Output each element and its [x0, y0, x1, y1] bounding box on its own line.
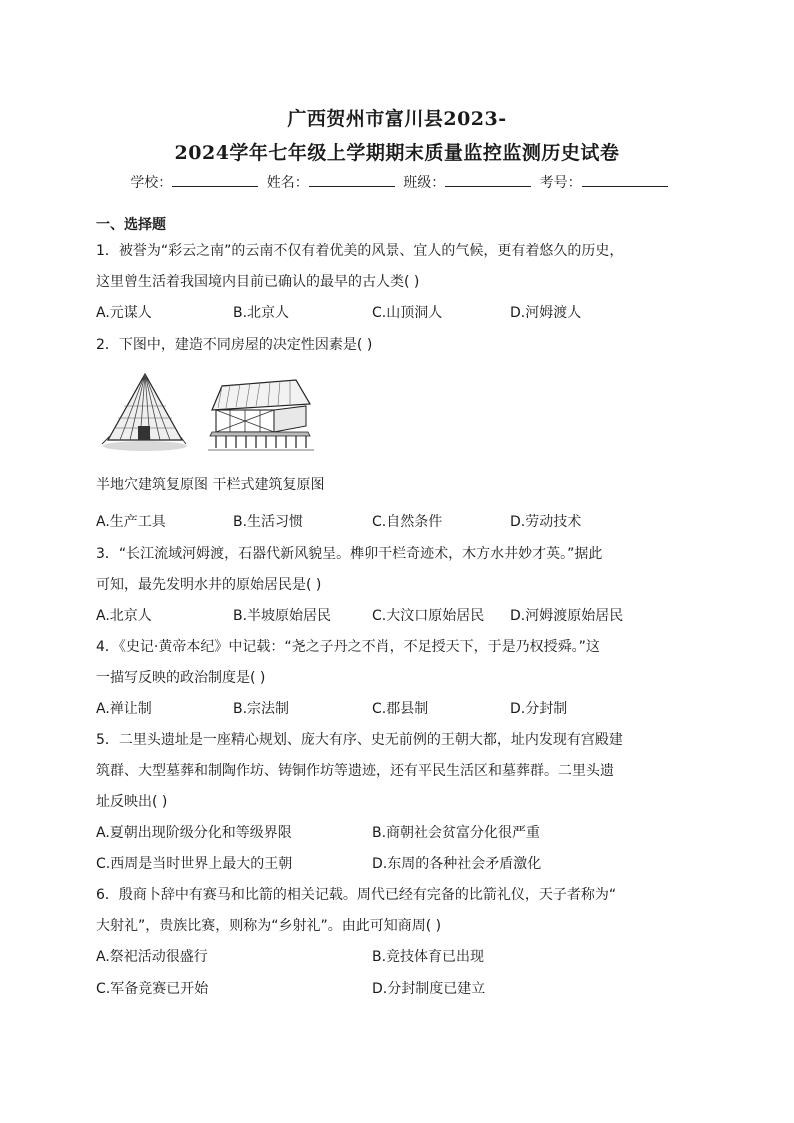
- question-2-line-1: 2．下图中，建造不同房屋的决定性因素是( ): [96, 337, 373, 353]
- question-1-option-d[interactable]: D.河姆渡人: [510, 305, 582, 321]
- question-2-option-c[interactable]: C.自然条件: [372, 514, 443, 530]
- question-5-option-b[interactable]: B.商朝社会贫富分化很严重: [372, 825, 541, 841]
- question-6-line-2: 大射礼”，贵族比赛，则称为“乡射礼”。由此可知商周( ): [96, 918, 442, 934]
- exam-title-line2: 2024学年七年级上学期期末质量监控监测历史试卷: [174, 142, 620, 164]
- question-4-option-c[interactable]: C.郡县制: [372, 701, 429, 717]
- question-2-figure-caption: 半地穴建筑复原图 干栏式建筑复原图: [96, 477, 325, 493]
- question-6-option-b[interactable]: B.竞技体育已出现: [372, 949, 485, 965]
- question-1-line-2: 这里曾生活着我国境内目前已确认的最早的古人类( ): [96, 274, 420, 290]
- school-blank[interactable]: [172, 174, 258, 187]
- class-label: 班级：: [403, 175, 446, 191]
- exam-title-line1: 广西贺州市富川县2023-: [287, 108, 507, 130]
- semi-pit-house-illustration: [102, 374, 187, 451]
- exam-number-label: 考号：: [539, 175, 582, 191]
- school-label: 学校：: [130, 175, 173, 191]
- question-3-option-a[interactable]: A.北京人: [96, 608, 152, 624]
- question-1-option-a[interactable]: A.元谋人: [96, 305, 152, 321]
- section-heading: 一、选择题: [96, 217, 166, 233]
- question-4-line-2: 一描写反映的政治制度是( ): [96, 670, 266, 686]
- question-6-option-d[interactable]: D.分封制度已建立: [372, 981, 486, 997]
- question-5-line-3: 址反映出( ): [96, 794, 168, 810]
- question-3-line-2: 可知，最先发明水井的原始居民是( ): [96, 577, 322, 593]
- question-2-option-a[interactable]: A.生产工具: [96, 514, 166, 530]
- question-3-option-c[interactable]: C.大汶口原始居民: [372, 608, 485, 624]
- question-5-line-1: 5．二里头遗址是一座精心规划、庞大有序、史无前例的王朝大都，址内发现有宫殿建: [96, 732, 623, 748]
- exam-number-blank[interactable]: [582, 174, 668, 187]
- question-5-option-d[interactable]: D.东周的各种社会矛盾激化: [372, 856, 542, 872]
- question-5-line-2: 筑群、大型墓葬和制陶作坊、铸铜作坊等遗迹，还有平民生活区和墓葬群。二里头遗: [96, 763, 614, 779]
- class-blank[interactable]: [445, 174, 531, 187]
- question-2-option-d[interactable]: D.劳动技术: [510, 514, 582, 530]
- question-5-option-a[interactable]: A.夏朝出现阶级分化和等级界限: [96, 825, 292, 841]
- question-3-line-1: 3．“长江流域河姆渡，石器代新风貌呈。榫卯干栏奇迹术，木方水井妙才英。”据此: [96, 546, 603, 562]
- question-3-option-d[interactable]: D.河姆渡原始居民: [510, 608, 624, 624]
- question-6-option-a[interactable]: A.祭祀活动很盛行: [96, 949, 208, 965]
- stilt-house-illustration: [208, 380, 314, 450]
- question-3-option-b[interactable]: B.半坡原始居民: [233, 608, 332, 624]
- question-6-line-1: 6．殷商卜辞中有赛马和比箭的相关记载。周代已经有完备的比箭礼仪，天子者称为“: [96, 887, 617, 903]
- question-4-line-1: 4．《史记·黄帝本纪》中记载：“尧之子丹之不肖，不足授天下，于是乃权授舜。”这: [96, 639, 600, 655]
- question-1-option-b[interactable]: B.北京人: [233, 305, 290, 321]
- question-4-option-b[interactable]: B.宗法制: [233, 701, 290, 717]
- student-info-row: [0, 172, 794, 192]
- question-6-option-c[interactable]: C.军备竞赛已开始: [96, 981, 209, 997]
- question-2-option-b[interactable]: B.生活习惯: [233, 514, 304, 530]
- name-blank[interactable]: [309, 174, 395, 187]
- question-5-option-c[interactable]: C.西周是当时世界上最大的王朝: [96, 856, 293, 872]
- name-label: 姓名：: [266, 175, 309, 191]
- question-1-option-c[interactable]: C.山顶洞人: [372, 305, 443, 321]
- building-illustrations: [100, 368, 320, 458]
- question-4-option-d[interactable]: D.分封制: [510, 701, 568, 717]
- question-1-line-1: 1．被誉为“彩云之南”的云南不仅有着优美的风景、宜人的气候，更有着悠久的历史，: [96, 243, 624, 259]
- question-4-option-a[interactable]: A.禅让制: [96, 701, 152, 717]
